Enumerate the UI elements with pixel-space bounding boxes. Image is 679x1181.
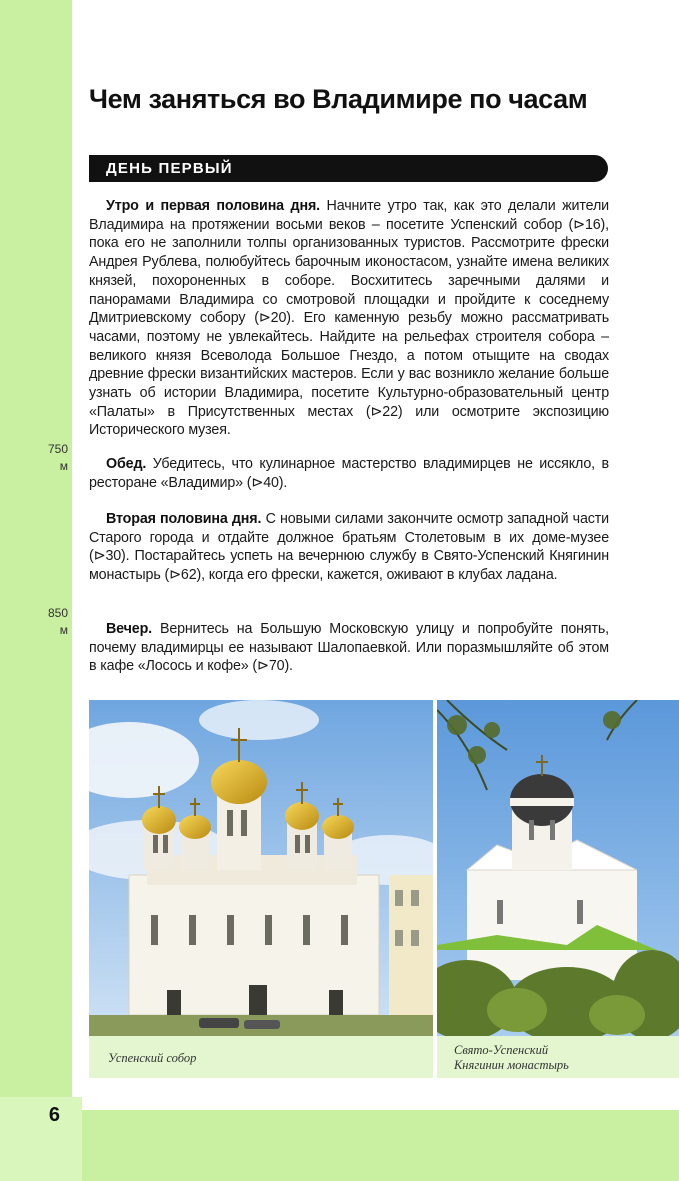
paragraph-heading: Обед.	[106, 456, 147, 472]
page-title: Чем заняться во Владимире по часам	[89, 84, 588, 114]
paragraph-heading: Вечер.	[106, 621, 152, 637]
paragraph-evening	[89, 620, 609, 676]
paragraph-heading: Утро и первая половина дня.	[106, 198, 320, 214]
time-note-unit: м	[59, 623, 68, 637]
time-note-value: 750	[47, 442, 68, 456]
photo-knyaginin-monastery	[437, 700, 679, 1036]
paragraph-text: Начните утро так, как это делали жители Владимира на протяжении восьми веков – посетите Успенский собор (⊳16), пока его не заполнили толпы организованных туристов. Рассмотрите фрески Андрея Рублева, полюбуйтесь барочным иконостасом, узнайте имена великих князей, похороненных в соборе. Восхититесь заречными далями и панорамами Владимира со смотровой площадки и пройдите к соседнему Дмитриевскому собору (⊳20). Его каменную резьбу можно рассматривать часами, поэтому не увлекайтесь. Найдите на рельефах строителя собора – великого князя Всеволода Большое Гнездо, а потом отыщите на сводах древние фрески византийских мастеров. Если у вас возникло желание больше узнать об истории Владимира, посетите Культурно-образовательный центр «Палаты» в Присутственных местах (⊳22) или осмотрите экспозицию Исторического музея.	[89, 198, 609, 439]
paragraph-text: Убедитесь, что кулинарное мастерство владимирцев не иссякло, в ресторане «Владимир» (⊳40).	[89, 456, 609, 491]
bottom-color-band	[82, 1110, 679, 1181]
photo-caption: Успенский собор	[108, 1051, 197, 1065]
day-banner	[89, 155, 608, 182]
photo-caption: Свято-Успенский Княгинин монастырь	[454, 1043, 569, 1072]
side-color-strip	[0, 0, 72, 1097]
monastery-illustration	[437, 700, 679, 1036]
time-note-value: 850	[47, 606, 68, 620]
time-note-unit: м	[59, 459, 68, 473]
photo-assumption-cathedral	[89, 700, 433, 1036]
paragraph-morning	[89, 197, 609, 440]
time-note	[36, 605, 68, 639]
paragraph-text: С новыми силами закончите осмотр западной части Старого города и отдайте должное братьям Столетовым в их доме-музее (⊳30). Постарайтесь успеть на вечернюю службу в Свято-Успенский Княгинин монастырь (⊳62), когда его фрески, кажется, оживают в клубах ладана.	[89, 511, 610, 584]
day-banner-label: ДЕНЬ ПЕРВЫЙ	[106, 160, 233, 177]
paragraph-afternoon	[89, 510, 609, 585]
paragraph-lunch	[89, 455, 609, 492]
page-number: 6	[48, 1104, 60, 1126]
paragraph-text: Вернитесь на Большую Московскую улицу и попробуйте понять, почему владимирцы ее называют Шалопаевкой. Или поразмышляйте об этом в кафе «Лосось и кофе» (⊳70).	[89, 621, 609, 675]
time-note	[36, 441, 68, 475]
paragraph-heading: Вторая половина дня.	[106, 511, 262, 527]
cathedral-illustration	[89, 700, 433, 1036]
